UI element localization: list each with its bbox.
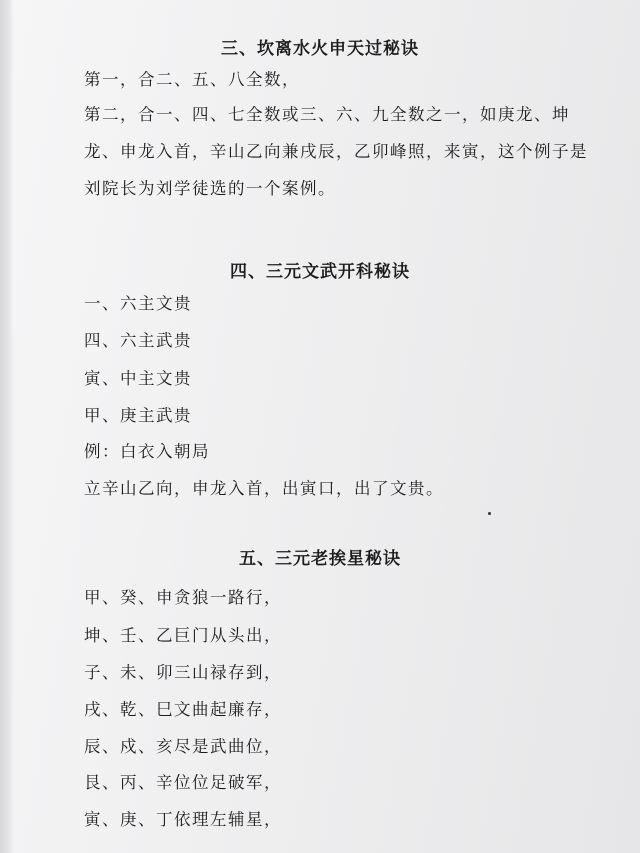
ink-speck xyxy=(488,512,491,515)
section-5-line: 戌、乾、巳文曲起廉存， xyxy=(84,700,282,719)
section-5-line: 寅、庚、丁依理左辅星， xyxy=(84,810,282,829)
section-5-line: 子、未、卯三山禄存到， xyxy=(84,663,282,682)
section-3-title: 三、坎离水火申天过秘诀 xyxy=(221,39,419,59)
section-4-line: 四、六主武贵 xyxy=(84,331,192,350)
section-3-paragraph: 第二，合一、四、七全数或三、六、九全数之一，如庚龙、坤龙、申龙入首，辛山乙向兼戌辰，乙卯峰照，来寅，这个例子是刘院长为刘学徒选的一个案例。 xyxy=(84,105,588,198)
section-3-line-1: 第一，合二、五、八全数， xyxy=(84,70,300,89)
section-5-title: 五、三元老挨星秘诀 xyxy=(239,549,401,569)
section-5-line: 甲、癸、申贪狼一路行， xyxy=(84,588,282,607)
section-4-title: 四、三元文武开科秘诀 xyxy=(230,262,410,282)
section-4-line: 甲、庚主武贵 xyxy=(84,406,192,425)
section-4-line: 寅、中主文贵 xyxy=(84,369,192,388)
section-4-line: 例：白衣入朝局 xyxy=(84,442,210,461)
section-4-line: 立辛山乙向，申龙入首，出寅口，出了文贵。 xyxy=(84,479,444,498)
section-5-line: 艮、丙、辛位位足破军， xyxy=(84,773,282,792)
page-binding-shadow xyxy=(0,0,14,853)
section-5-line: 辰、戍、亥尽是武曲位， xyxy=(84,737,282,756)
section-5-line: 坤、壬、乙巨门从头出， xyxy=(84,626,282,645)
section-4-line: 一、六主文贵 xyxy=(84,294,192,313)
